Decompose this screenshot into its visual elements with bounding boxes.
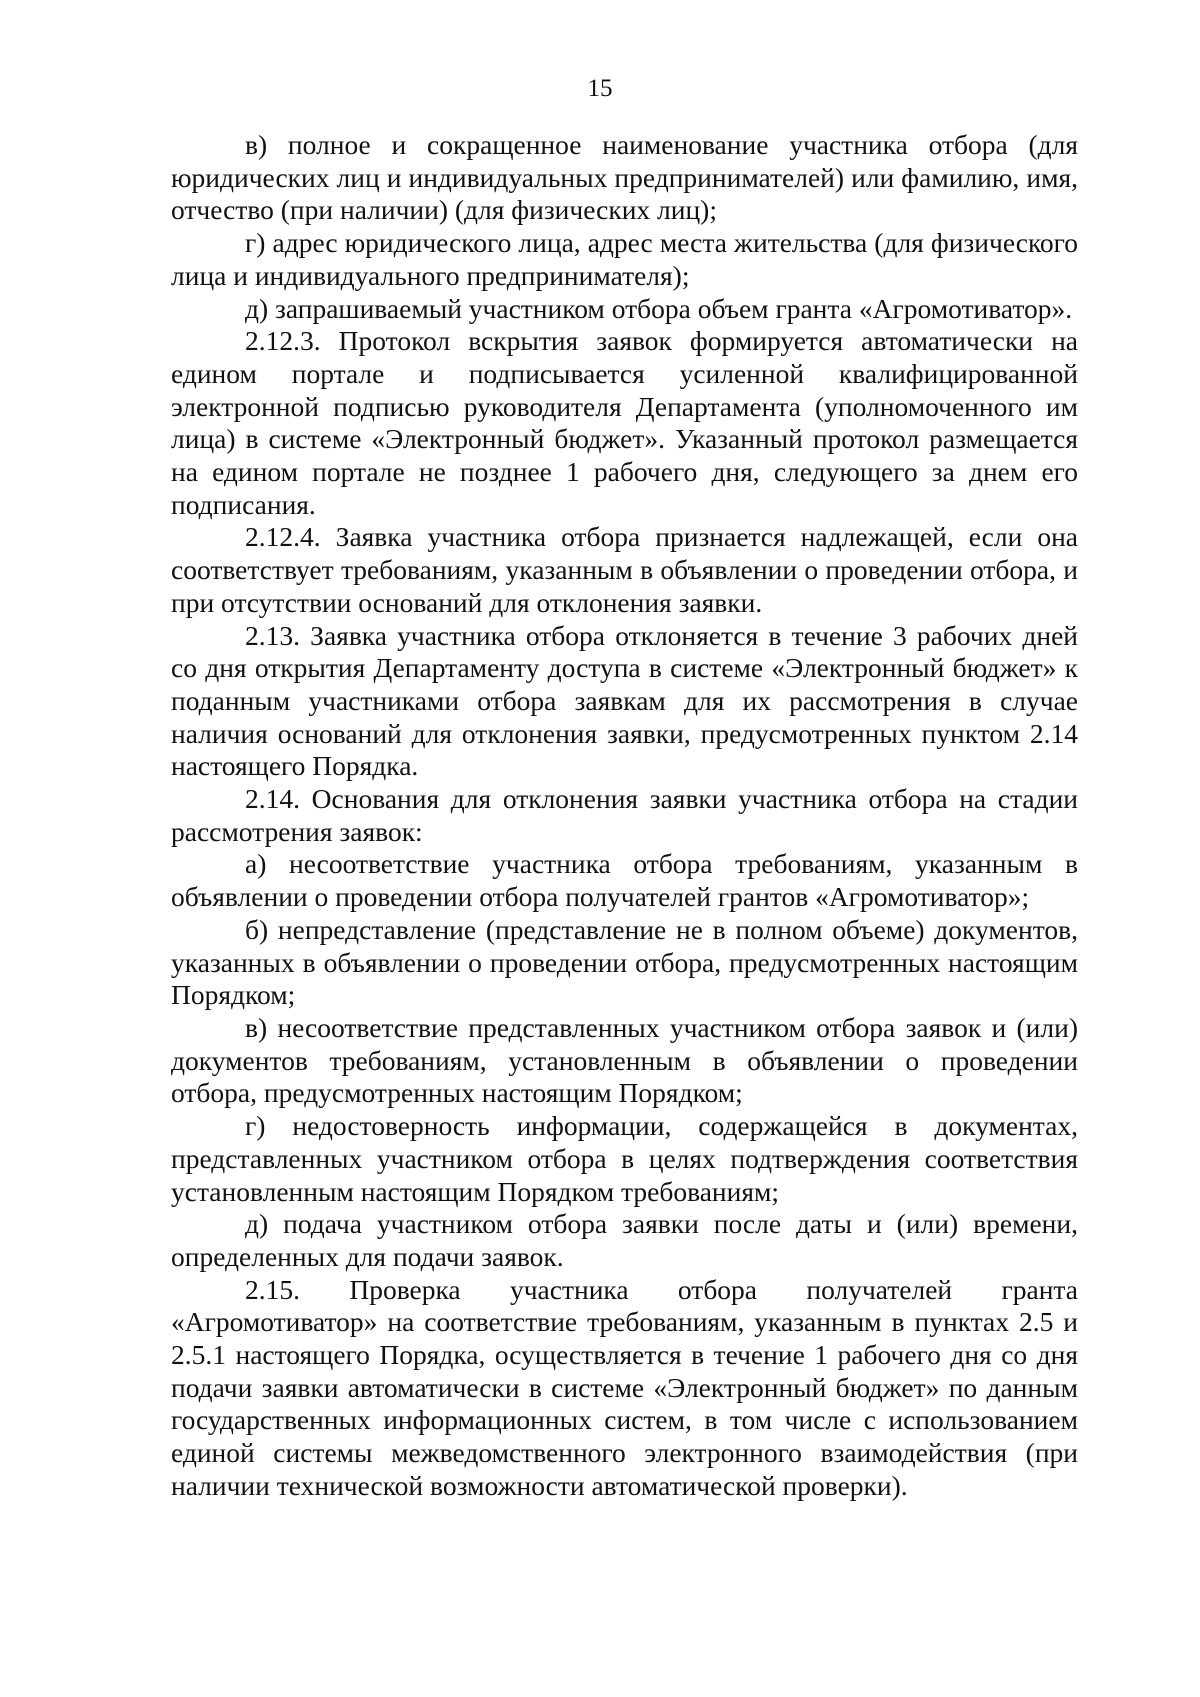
paragraph-2-14-a: а) несоответствие участника отбора требованиям, указанным в объявлении о проведении отбора получателей грантов «Агромотиватор»; (171, 848, 1078, 913)
document-body (171, 129, 1078, 1503)
paragraph-2-14-d: д) подача участником отбора заявки после даты и (или) времени, определенных для подачи заявок. (171, 1208, 1078, 1272)
paragraph-2-14-v: в) несоответствие представленных участником отбора заявок и (или) документов требованиям, установленным в объявлении о проведении отбора, предусмотренных настоящим Порядком; (171, 1011, 1078, 1109)
paragraph-2-15: 2.15. Проверка участника отбора получателей гранта «Агромотиватор» на соответствие требованиям, указанным в пунктах 2.5 и 2.5.1 настоящего Порядка, осуществляется в течение 1 рабочего дня со дня подачи заявки автоматически в системе «Электронный бюджет» по данным государственных информационных систем, в том числе с использованием единой системы межведомственного электронного взаимодействия (при наличии технической возможности автоматической проверки). (171, 1273, 1078, 1501)
paragraph-2-12-4: 2.12.4. Заявка участника отбора признается надлежащей, если она соответствует требованиям, указанным в объявлении о проведении отбора, и при отсутствии оснований для отклонения заявки. (171, 521, 1078, 618)
paragraph-2-14-b: б) непредставление (представление не в полном объеме) документов, указанных в объявлении о проведении отбора, предусмотренных настоящим Порядком; (171, 913, 1078, 1011)
paragraph-2-14-g: г) недостоверность информации, содержащейся в документах, представленных участником отбора в целях подтверждения соответствия установленным настоящим Порядком требованиям; (171, 1110, 1078, 1207)
paragraph-2-13: 2.13. Заявка участника отбора отклоняется в течение 3 рабочих дней со дня открытия Департаменту доступа в системе «Электронный бюджет» к поданным участниками отбора заявкам для их рассмотрения в случае наличия оснований для отклонения заявки, предусмотренных пунктом 2.14 настоящего Порядка. (171, 619, 1078, 782)
page-number: 15 (587, 75, 613, 102)
paragraph-item-d: д) запрашиваемый участником отбора объем гранта «Агромотиватор». (245, 292, 1073, 324)
paragraph-item-g: г) адрес юридического лица, адрес места жительства (для физического лица и индивидуального предпринимателя); (171, 227, 1078, 291)
paragraph-item-v: в) полное и сокращенное наименование участника отбора (для юридических лиц и индивидуальных предпринимателей) или фамилию, имя, отчество (при наличии) (для физических лиц); (171, 129, 1078, 226)
paragraph-2-14: 2.14. Основания для отклонения заявки участника отбора на стадии рассмотрения заявок: (171, 783, 1078, 847)
paragraph-2-12-3: 2.12.3. Протокол вскрытия заявок формируется автоматически на едином портале и подписывается усиленной квалифицированной электронной подписью руководителя Департамента (уполномоченного им лица) в системе «Электронный бюджет». Указанный протокол размещается на едином портале не позднее 1 рабочего дня, следующего за днем его подписания. (171, 325, 1078, 520)
